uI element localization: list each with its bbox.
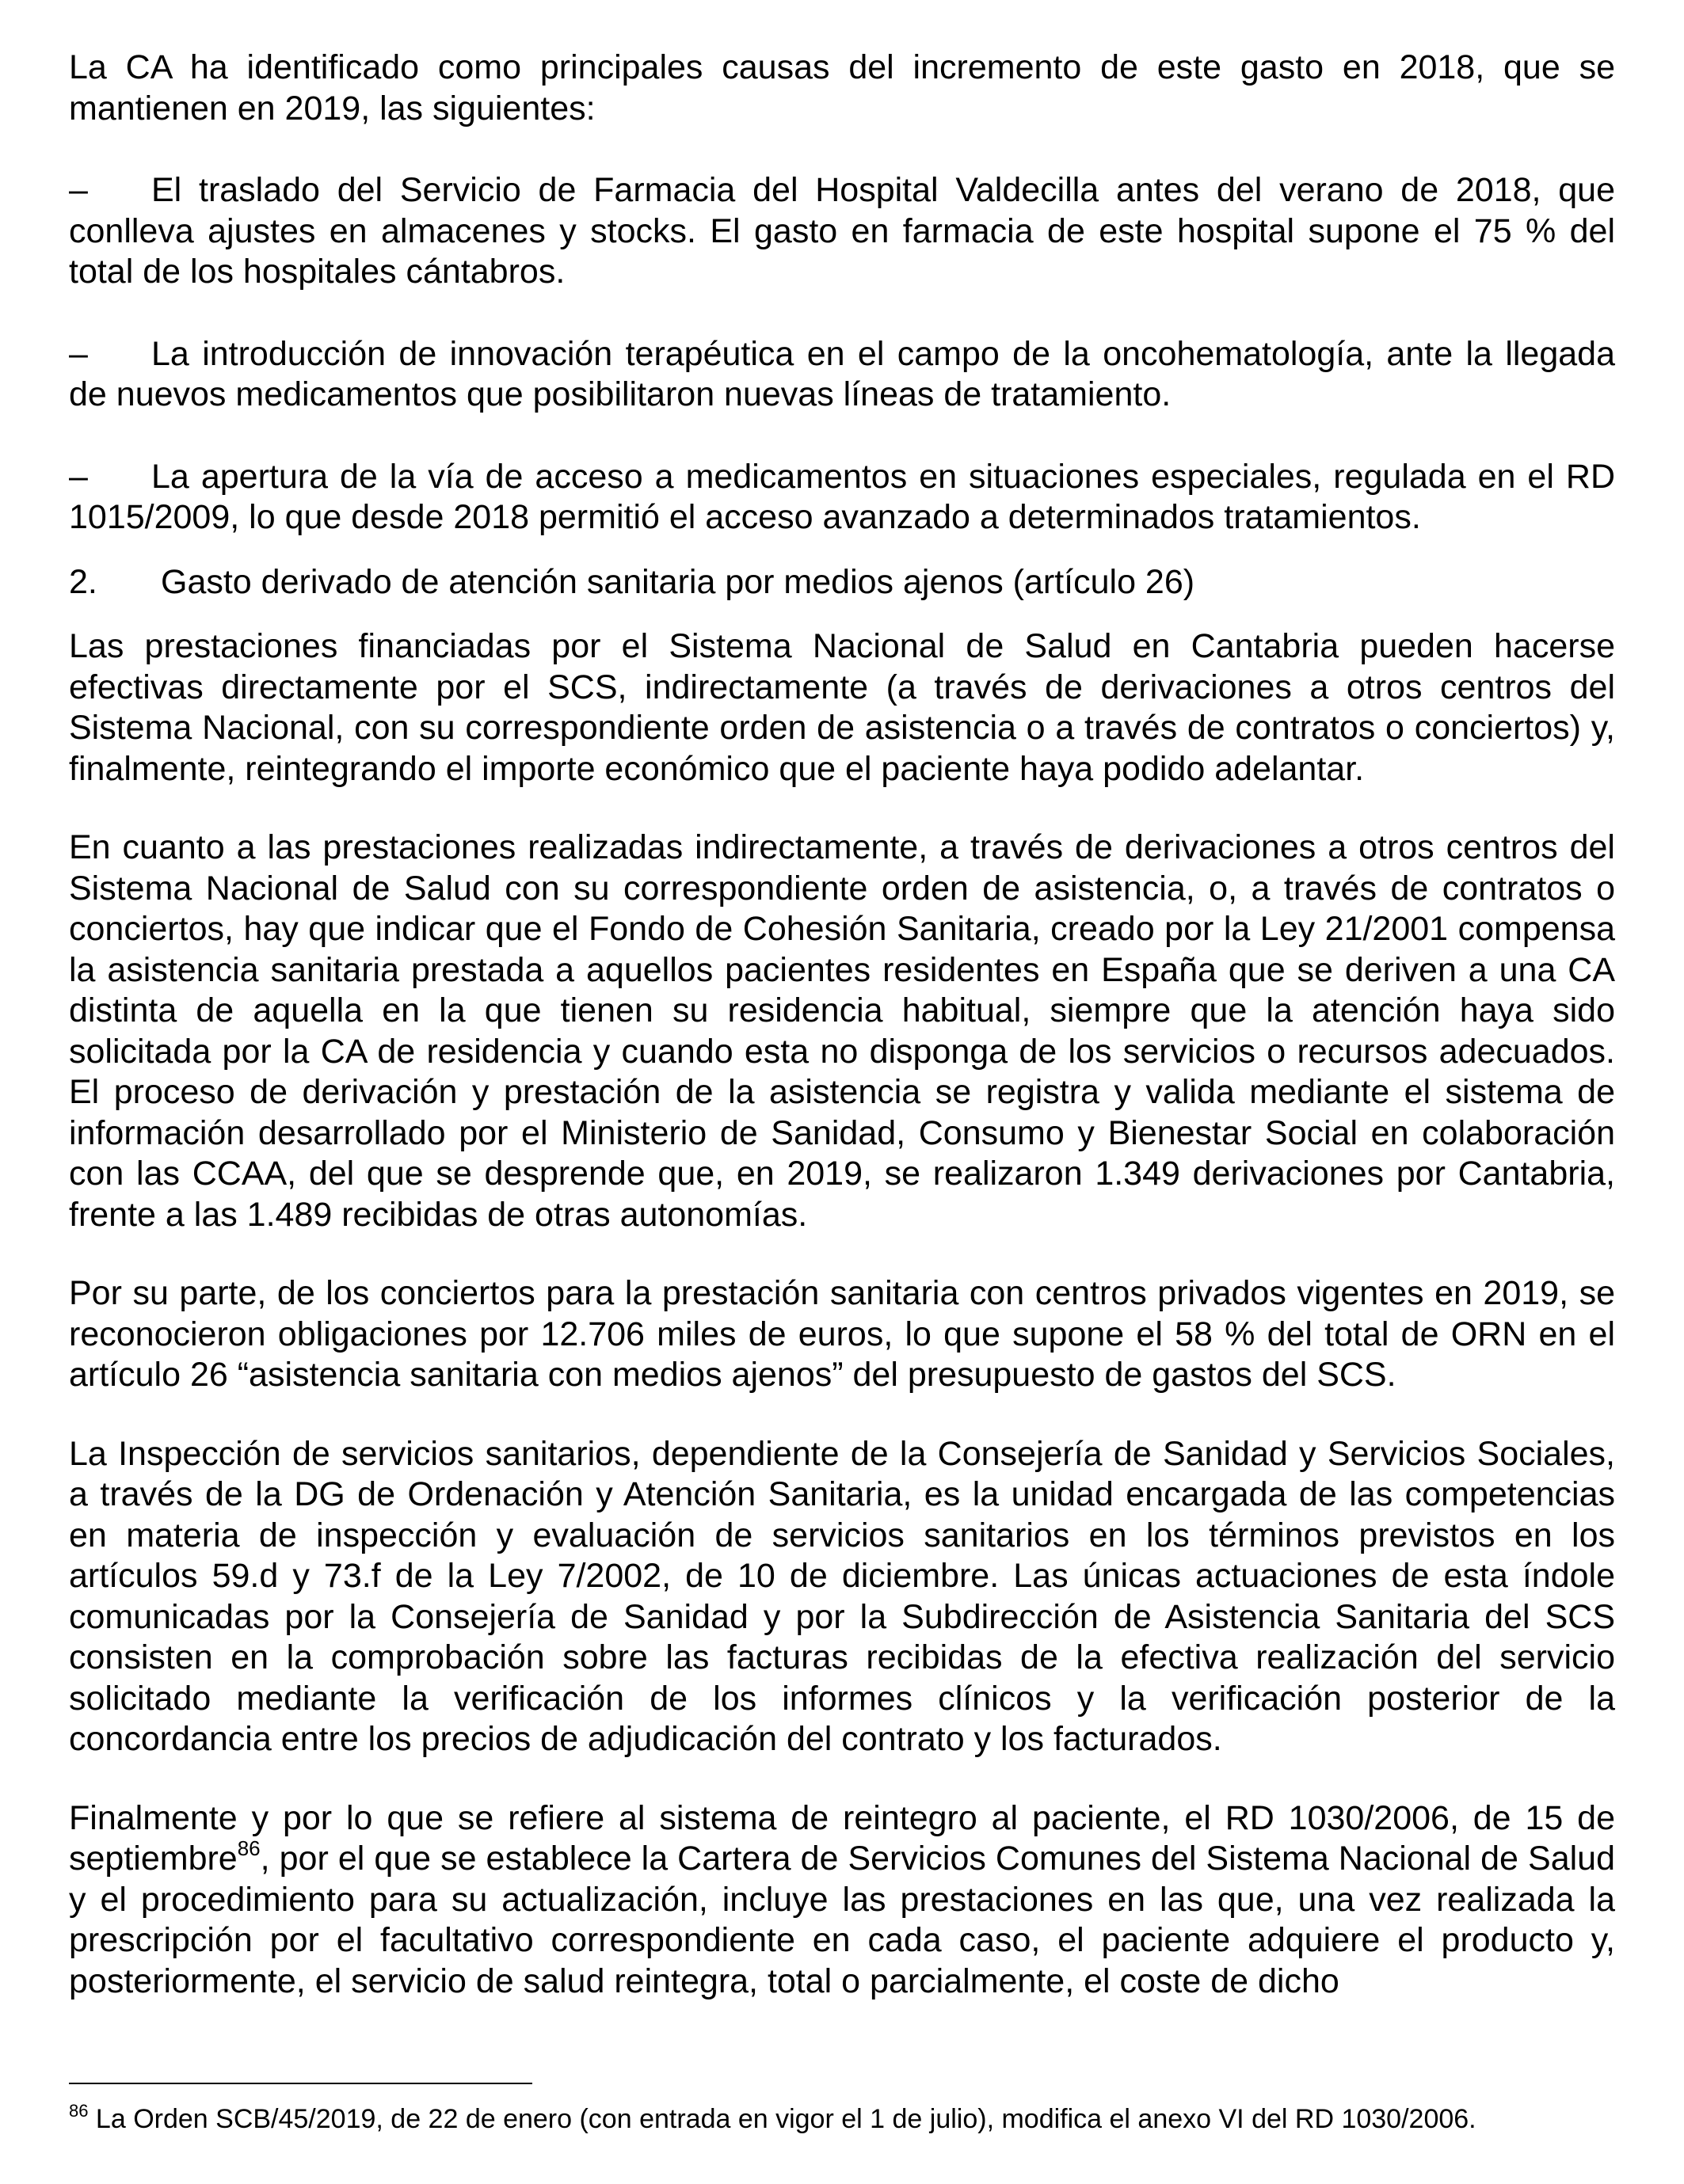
bullet-text-2: La introducción de innovación terapéutica en el campo de la oncohematología, ante la llegada de nuevos medicamentos que posibilitaron nuevas líneas de tratamiento. xyxy=(69,334,1615,413)
bullet-text-1: El traslado del Servicio de Farmacia del Hospital Valdecilla antes del verano de 2018, que conlleva ajustes en almacenes y stocks. El gasto en farmacia de este hospital supone el 75 % del total de los hospitales cántabros. xyxy=(69,171,1615,291)
bullet-item-1 xyxy=(69,170,1615,293)
footnote xyxy=(69,2103,1615,2135)
section-heading-number: 2. xyxy=(69,562,97,601)
paragraph-intro: La CA ha identificado como principales causas del incremento de este gasto en 2018, que se mantienen en 2019, las siguientes: xyxy=(69,48,1615,127)
document-page xyxy=(69,48,1615,2002)
bullet-item-2 xyxy=(69,334,1615,416)
footnote-text: La Orden SCB/45/2019, de 22 de enero (con entrada en vigor el 1 de julio), modifica el anexo VI del RD 1030/2006. xyxy=(88,2104,1476,2134)
bullet-text-3: La apertura de la vía de acceso a medicamentos en situaciones especiales, regulada en el RD 1015/2009, lo que desde 2018 permitió el acceso avanzado a determinados tratamientos. xyxy=(69,457,1615,536)
paragraph-derivaciones: En cuanto a las prestaciones realizadas indirectamente, a través de derivaciones a otros centros del Sistema Nacional de Salud con su correspondiente orden de asistencia, o, a través de contratos o conciertos, hay que indicar que el Fondo de Cohesión Sanitaria, creado por la Ley 21/2001 compensa la asistencia sanitaria prestada a aquellos pacientes residentes en España que se deriven a una CA distinta de aquella en la que tienen su residencia habitual, siempre que la atención haya sido solicitada por la CA de residencia y cuando esta no disponga de los servicios o recursos adecuados. El proceso de derivación y prestación de la asistencia se registra y valida mediante el sistema de información desarrollado por el Ministerio de Sanidad, Consumo y Bienestar Social en colaboración con las CCAA, del que se desprende que, en 2019, se realizaron 1.349 derivaciones por Cantabria, frente a las 1.489 recibidas de otras autonomías. xyxy=(69,828,1615,1234)
paragraph-inspeccion: La Inspección de servicios sanitarios, dependiente de la Consejería de Sanidad y Servicios Sociales, a través de la DG de Ordenación y Atención Sanitaria, es la unidad encargada de las competencias en materia de inspección y evaluación de servicios sanitarios en los términos previstos en los artículos 59.d y 73.f de la Ley 7/2002, de 10 de diciembre. Las únicas actuaciones de esta índole comunicadas por la Consejería de Sanidad y por la Subdirección de Asistencia Sanitaria del SCS consisten en la comprobación sobre las facturas recibidas de la efectiva realización del servicio solicitado mediante la verificación de los informes clínicos y la verificación posterior de la concordancia entre los precios de adjudicación del contrato y los facturados. xyxy=(69,1434,1615,1758)
bullet-marker: – xyxy=(69,457,88,496)
footnote-separator xyxy=(69,2083,532,2084)
footnote-reference[interactable]: 86 xyxy=(237,1836,261,1860)
bullet-marker: – xyxy=(69,171,88,209)
paragraph-conciertos: Por su parte, de los conciertos para la prestación sanitaria con centros privados vigentes en 2019, se reconocieron obligaciones por 12.706 miles de euros, lo que supone el 58 % del total de ORN en el artículo 26 “asistencia sanitaria con medios ajenos” del presupuesto de gastos del SCS. xyxy=(69,1274,1615,1394)
bullet-item-3 xyxy=(69,457,1615,538)
paragraph-prestaciones: Las prestaciones financiadas por el Sistema Nacional de Salud en Cantabria pueden hacerse efectivas directamente por el SCS, indirectamente (a través de derivaciones a otros centros del Sistema Nacional, con su correspondiente orden de asistencia o a través de contratos o conciertos) y, finalmente, reintegrando el importe económico que el paciente haya podido adelantar. xyxy=(69,627,1615,788)
reintegro-text-end: , por el que se establece la Cartera de Servicios Comunes del Sistema Nacional de Salud y el procedimiento para su actualización, incluye las prestaciones en las que, una vez realizada la prescripción por el facultativo correspondiente en cada caso, el paciente adquiere el producto y, posteriormente, el servicio de salud reintegra, total o parcialmente, el coste de dicho xyxy=(69,1840,1615,2000)
section-heading-text: Gasto derivado de atención sanitaria por medios ajenos (artículo 26) xyxy=(161,562,1195,601)
bullet-marker: – xyxy=(69,334,88,373)
paragraph-reintegro xyxy=(69,1798,1615,2003)
footnote-number: 86 xyxy=(69,2101,89,2121)
section-heading xyxy=(69,562,1615,603)
reintegro-text-start: Finalmente y por lo que se refiere al sistema de reintegro al paciente, el RD 1030/2006, de 15 de septiembre xyxy=(69,1798,1615,1878)
